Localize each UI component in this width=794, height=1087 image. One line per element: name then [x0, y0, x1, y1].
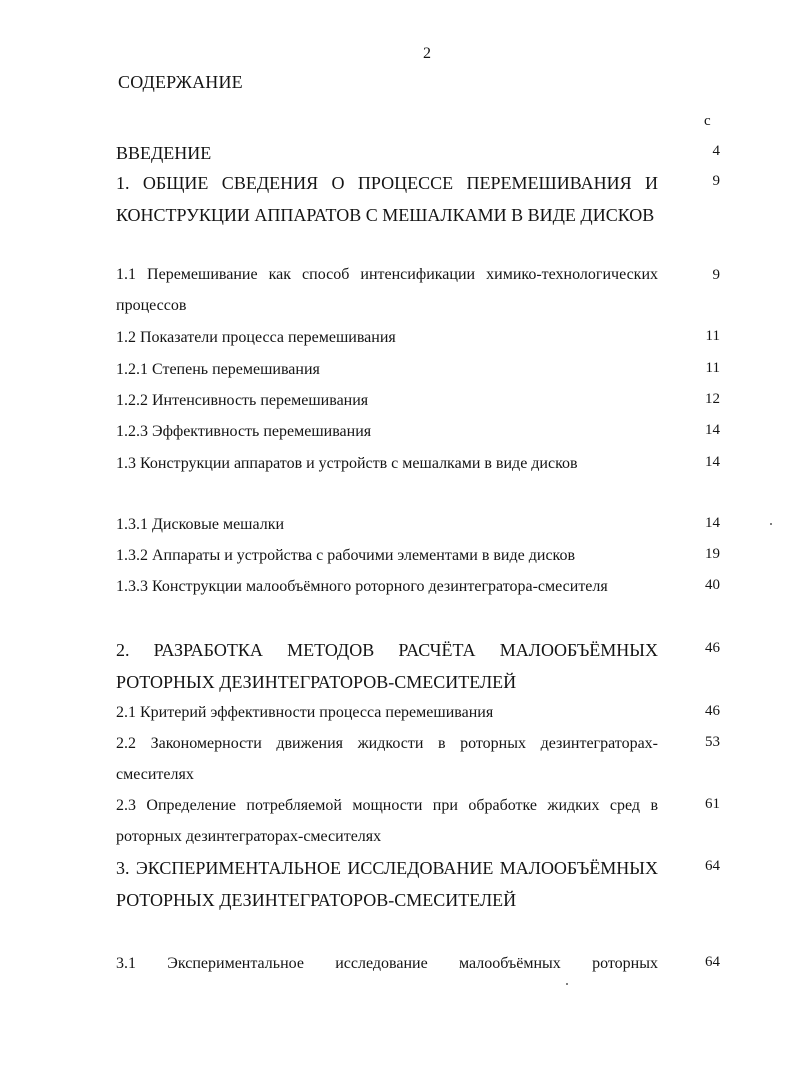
toc-entry-page: 9 [712, 267, 720, 283]
toc-entry-page: 46 [705, 703, 720, 719]
toc-entry-introduction [116, 137, 658, 169]
toc-entry-1-2 [116, 322, 658, 353]
toc-entry-text: 2. РАЗРАБОТКА МЕТОДОВ РАСЧЁТА МАЛООБЪЁМНЫХ РОТОРНЫХ ДЕЗИНТЕГРАТОРОВ-СМЕСИТЕЛЕЙ [116, 640, 658, 692]
toc-entry-page: 4 [712, 143, 720, 159]
toc-entry-page: 64 [705, 954, 720, 970]
toc-entry-page: 14 [705, 422, 720, 438]
toc-entry-text: 1.2.3 Эффективность перемешивания [116, 423, 372, 440]
toc-entry-text: 1.3.3 Конструкции малообъёмного роторного дезинтегратора-смесителя [116, 578, 608, 595]
toc-entry-page: 9 [712, 173, 720, 189]
toc-entry-text: 3. ЭКСПЕРИМЕНТАЛЬНОЕ ИССЛЕДОВАНИЕ МАЛООБЪЁМНЫХ РОТОРНЫХ ДЕЗИНТЕГРАТОРОВ-СМЕСИТЕЛЕЙ [116, 858, 658, 910]
toc-entry-chapter-2 [116, 634, 658, 698]
toc-entry-2-1 [116, 697, 658, 728]
toc-entry-page: 46 [705, 640, 720, 656]
toc-entry-2-3 [116, 790, 658, 852]
toc-entry-page: 19 [705, 546, 720, 562]
toc-entry-text: 1.2.1 Степень перемешивания [116, 361, 320, 378]
toc-entry-text: 2.3 Определение потребляемой мощности при обработке жидких сред в роторных дезинтеграторах-смесителях [116, 797, 658, 845]
toc-entry-1-2-2 [116, 385, 658, 416]
page-column-label: с [704, 113, 711, 129]
toc-entry-page: 53 [705, 734, 720, 750]
toc-title: СОДЕРЖАНИЕ [118, 72, 243, 92]
toc-entry-1-2-1 [116, 354, 658, 385]
scan-speck [770, 523, 772, 525]
toc-entry-text: 1.3 Конструкции аппаратов и устройств с мешалками в виде дисков [116, 455, 578, 472]
toc-entry-page: 61 [705, 796, 720, 812]
toc-entry-1-3-3 [116, 571, 658, 602]
toc-entry-text: 1.2 Показатели процесса перемешивания [116, 329, 396, 346]
toc-entry-text: 1.1 Перемешивание как способ интенсификации химико-технологических процессов [116, 266, 658, 314]
toc-entry-page: 11 [705, 360, 720, 376]
toc-entry-1-3-2 [116, 540, 658, 571]
toc-entry-text: 1.3.1 Дисковые мешалки [116, 516, 285, 533]
toc-entry-text: 1. ОБЩИЕ СВЕДЕНИЯ О ПРОЦЕССЕ ПЕРЕМЕШИВАНИЯ И КОНСТРУКЦИИ АППАРАТОВ С МЕШАЛКАМИ В ВИДЕ ДИСКОВ [116, 173, 658, 225]
toc-entry-chapter-1 [116, 167, 658, 231]
toc-entry-text: 3.1 Экспериментальное исследование малообъёмных роторных [116, 955, 658, 972]
scan-speck [566, 983, 568, 985]
toc-entry-page: 64 [705, 858, 720, 874]
toc-entry-text: ВВЕДЕНИЕ [116, 143, 212, 163]
toc-entry-2-2 [116, 728, 658, 790]
toc-entry-3-1 [116, 948, 658, 979]
toc-entry-page: 11 [705, 328, 720, 344]
toc-entry-text: 1.3.2 Аппараты и устройства с рабочими элементами в виде дисков [116, 547, 576, 564]
toc-entry-page: 12 [705, 391, 720, 407]
page-number: 2 [423, 45, 431, 62]
toc-entry-page: 14 [705, 454, 720, 470]
toc-entry-1-2-3 [116, 416, 658, 447]
toc-entry-text: 2.1 Критерий эффективности процесса перемешивания [116, 704, 494, 721]
toc-entry-chapter-3 [116, 852, 658, 916]
toc-entry-text: 1.2.2 Интенсивность перемешивания [116, 392, 369, 409]
toc-entry-1-3-1 [116, 509, 658, 540]
toc-entry-1-1 [116, 259, 658, 321]
toc-entry-text: 2.2 Закономерности движения жидкости в роторных дезинтеграторах-смесителях [116, 735, 658, 783]
toc-entry-page: 40 [705, 577, 720, 593]
toc-entry-page: 14 [705, 515, 720, 531]
toc-entry-1-3 [116, 448, 658, 479]
